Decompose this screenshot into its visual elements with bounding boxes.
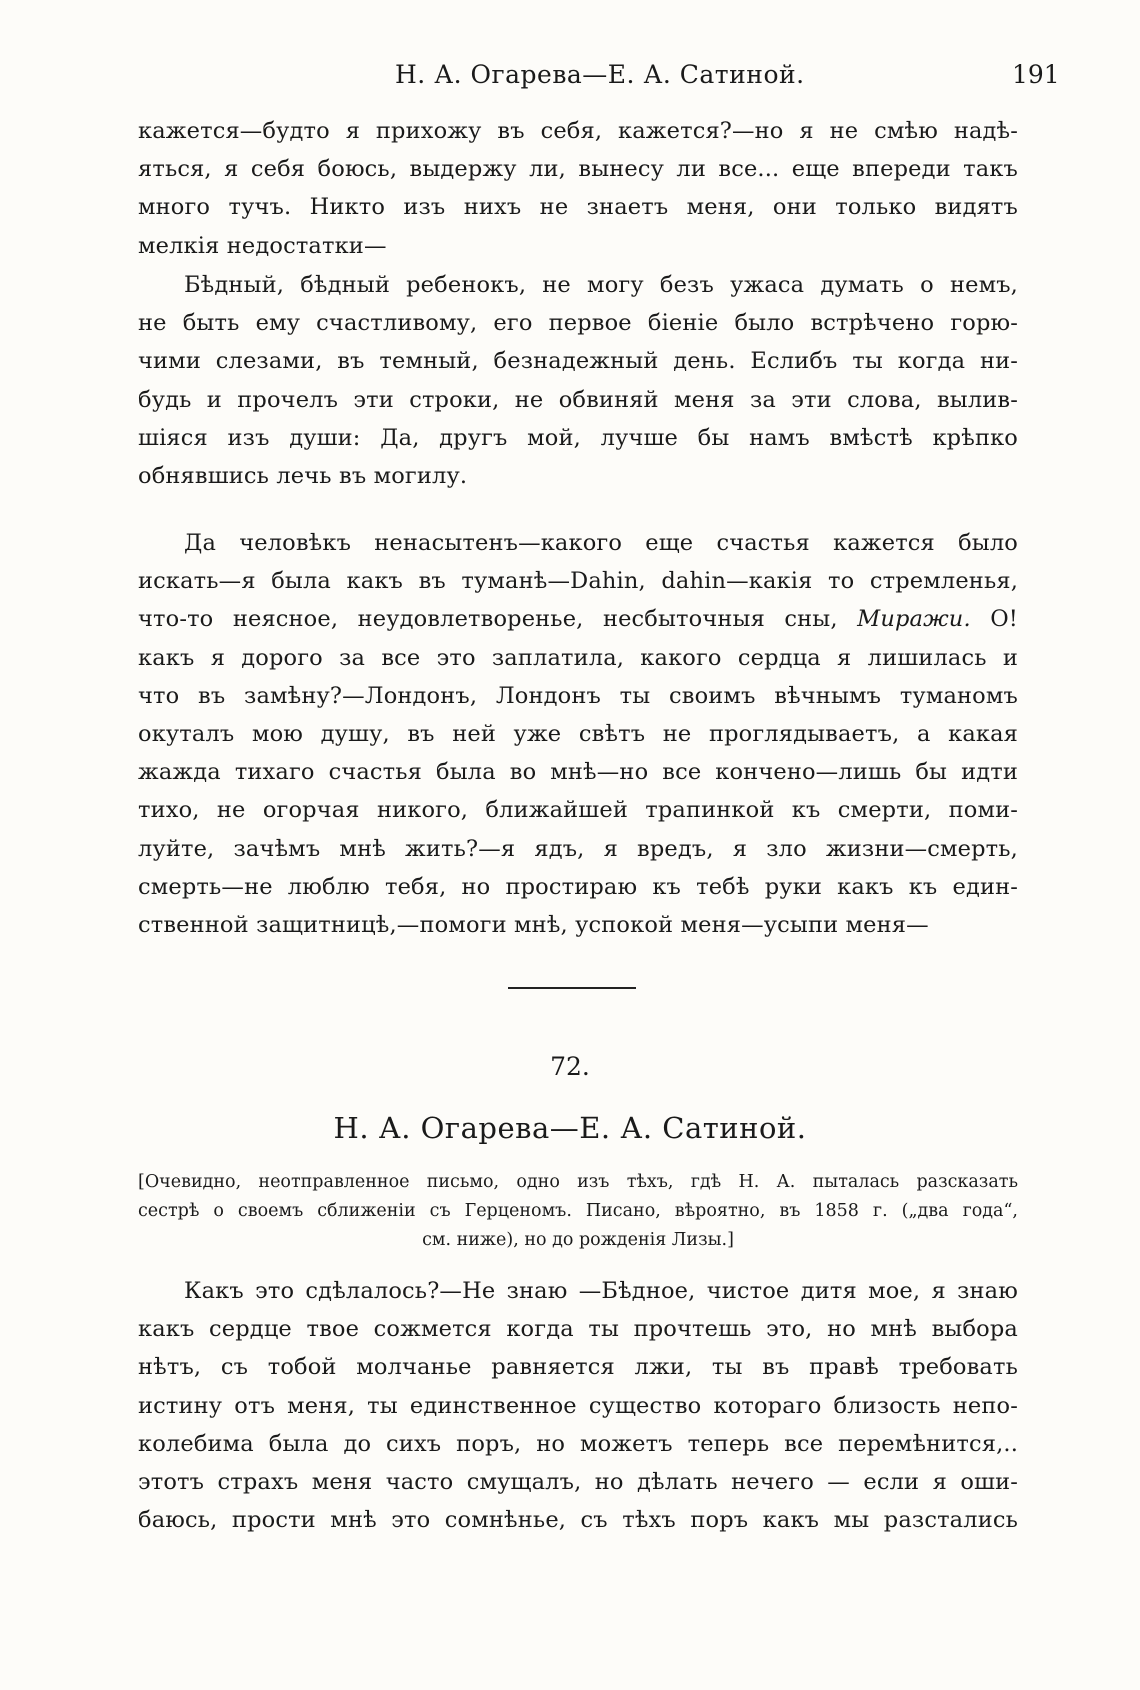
text-line: какъ я дорого за все это заплатила, какого сердца я лишилась и <box>138 644 1018 671</box>
text-line: не быть ему счастливому, его первое біеніе было встрѣчено горю- <box>138 310 1018 337</box>
paragraph-3 <box>138 524 1018 944</box>
text-line: какъ сердце твое сожмется когда ты прочтешь это, но мнѣ выбора <box>138 1316 1018 1343</box>
text-line: баюсь, прости мнѣ это сомнѣнье, съ тѣхъ поръ какъ мы разстались <box>138 1507 1018 1534</box>
page-header <box>0 60 1140 100</box>
note-line: сестрѣ о своемъ сближеніи съ Герценомъ. Писано, вѣроятно, въ 1858 г. („два года“, <box>138 1201 1018 1221</box>
letter-title: Н. А. Огарева—Е. А. Сатиной. <box>333 1111 807 1145</box>
text-line: этотъ страхъ меня часто смущалъ, но дѣлать нечего — если я оши- <box>138 1468 1018 1495</box>
text-line: смерть—не люблю тебя, но простираю къ тебѣ руки какъ къ един- <box>138 873 1018 900</box>
text-line: Какъ это сдѣлалось?—Не знаю —Бѣдное, чистое дитя мое, я знаю <box>184 1278 1018 1304</box>
text-line: будь и прочелъ эти строки, не обвиняй меня за эти слова, вылив- <box>138 386 1018 413</box>
letter-number: 72. <box>550 1052 590 1081</box>
text-line: что-то неясное, неудовлетворенье, несбыточныя сны, Миражи. О! <box>138 606 1019 633</box>
text-line: Да человѣкъ ненасытенъ—какого еще счастья кажется было <box>184 530 1018 556</box>
text-line: искать—я была какъ въ туманѣ—Dahin, dahin—какія то стремленья, <box>138 568 1018 595</box>
section-divider <box>508 987 636 989</box>
note-line: [Очевидно, неотправленное письмо, одно изъ тѣхъ, гдѣ Н. А. пыталась разсказать <box>138 1172 1018 1192</box>
editorial-note <box>138 1168 1018 1255</box>
text-line: что въ замѣну?—Лондонъ, Лондонъ ты своимъ вѣчнымъ туманомъ <box>138 682 1018 709</box>
text-line: колебима была до сихъ поръ, но можетъ теперь все перемѣнится,.. <box>138 1430 1018 1457</box>
text-line: истину отъ меня, ты единственное существо котораго близость непо- <box>138 1392 1018 1419</box>
text-line: чими слезами, въ темный, безнадежный день. Еслибъ ты когда ни- <box>138 348 1018 375</box>
text-line: мелкія недостатки— <box>138 232 387 259</box>
text-line: шіяся изъ души: Да, другъ мой, лучше бы намъ вмѣстѣ крѣпко <box>138 424 1018 451</box>
text-line: обнявшись лечь въ могилу. <box>138 462 468 489</box>
paragraph-2 <box>138 266 1018 495</box>
letter-body <box>138 1272 1018 1539</box>
text-line: жажда тихаго счастья была во мнѣ—но все кончено—лишь бы идти <box>138 759 1018 786</box>
text-line: нѣтъ, съ тобой молчанье равняется лжи, ты въ правѣ требовать <box>138 1354 1018 1381</box>
running-title: Н. А. Огарева—Е. А. Сатиной. <box>395 60 805 89</box>
note-line: см. ниже), но до рожденія Лизы.] <box>422 1230 734 1250</box>
paragraph-1 <box>138 112 1018 265</box>
text-line: Бѣдный, бѣдный ребенокъ, не могу безъ ужаса думать о немъ, <box>184 272 1018 298</box>
text-line: окуталъ мою душу, въ ней уже свѣтъ не проглядываетъ, а какая <box>138 720 1018 747</box>
text-line: кажется—будто я прихожу въ себя, кажется?—но я не смѣю надѣ- <box>138 118 1018 144</box>
text-line: яться, я себя боюсь, выдержу ли, вынесу ли все... еще впереди такъ <box>138 156 1018 183</box>
text-line: тихо, не огорчая никого, ближайшей трапинкой къ смерти, поми- <box>138 797 1018 824</box>
text-line: ственной защитницѣ,—помоги мнѣ, успокой меня—усыпи меня— <box>138 911 929 938</box>
page-number: 191 <box>1012 60 1060 89</box>
text-line: много тучъ. Никто изъ нихъ не знаетъ меня, они только видятъ <box>138 194 1018 221</box>
text-line: луйте, зачѣмъ мнѣ жить?—я ядъ, я вредъ, я зло жизни—смерть, <box>138 835 1018 862</box>
